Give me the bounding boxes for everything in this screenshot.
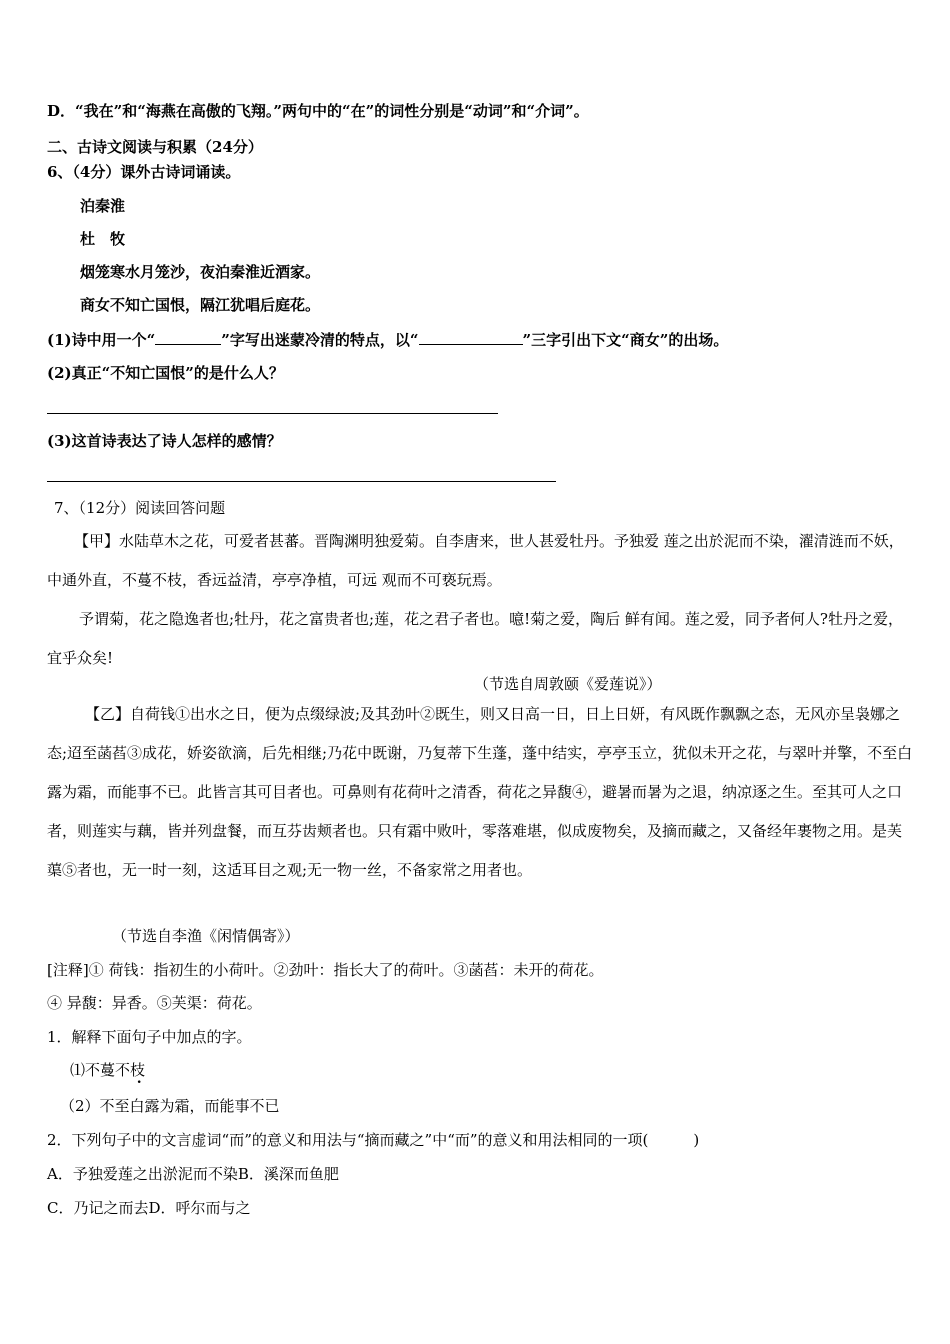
- sub-question-2: 2．下列句子中的文言虚词“而”的意义和用法与“摘而藏之”中“而”的意义和用法相同的一项( ): [47, 1131, 700, 1149]
- answer-line[interactable]: [47, 413, 498, 414]
- answer-blank[interactable]: [419, 329, 523, 345]
- annotation: [注释]① 荷钱：指初生的小荷叶。②劲叶：指长大了的荷叶。③菡萏：未开的荷花。: [47, 961, 604, 979]
- sub-question-1: 1．解释下面句子中加点的字。: [47, 1028, 252, 1046]
- poem-line: 烟笼寒水月笼沙，夜泊秦淮近酒家。: [80, 263, 321, 281]
- sub-question-1-1: [70, 1060, 145, 1080]
- passage-yi-source: （节选自李渔《闲情偶寄》）: [112, 927, 300, 945]
- option-d: D．“我在”和“海燕在高傲的飞翔。”两句中的“在”的词性分别是“动词”和“介词”。: [47, 102, 589, 120]
- question-6-1: [47, 329, 728, 350]
- poem-author: 杜 牧: [80, 230, 126, 248]
- poem-line: 商女不知亡国恨，隔江犹唱后庭花。: [80, 296, 321, 314]
- answer-options: C．乃记之而去D．呼尔而与之: [47, 1199, 251, 1217]
- question-text: (1)诗中用一个“: [47, 331, 156, 349]
- answer-line[interactable]: [47, 481, 556, 482]
- question-6-3: (3)这首诗表达了诗人怎样的感情？: [47, 432, 282, 450]
- question-7-heading: 7、（12分）阅读回答问题: [54, 499, 226, 517]
- sub-question-1-2: （2）不至白露为霜，而能事不已: [60, 1097, 280, 1115]
- passage-yi-paragraph: 【乙】自荷钱①出水之日，便为点缀绿波;及其劲叶②既生，则又日高一日，日上日妍，有风既作飘飘之态，无风亦呈袅娜之态;迢至菡萏③成花，娇姿欲滴，后先相继;乃花中既谢，乃复蒂下生蓬，蓬中结实，亭亭玉立，犹似未开之花，与翠叶并擎，不至白露为霜，而能事不已。此皆言其可目者也。可鼻则有花荷叶之清香，荷花之异馥④，避暑而暑为之退，纳凉逐之生。至其可人之口者，则莲实与藕，皆并列盘餐，而互芬齿颊者也。只有霜中败叶，零落难堪，似成废物矣，及摘而藏之，又备经年裹物之用。是芙蕖⑤者也，无一时一刻，这适耳目之观;无一物一丝，不备家常之用者也。: [47, 705, 913, 879]
- annotation: ④ 异馥：异香。⑤芙渠：荷花。: [47, 994, 262, 1012]
- passage-jia-source: （节选自周敦颐《爱莲说》）: [474, 675, 662, 693]
- passage-jia-paragraph: 予谓菊，花之隐逸者也;牡丹，花之富贵者也;莲，花之君子者也。噫!菊之爱，陶后 鲜有闻。莲之爱，同予者何人?牡丹之爱，宜乎众矣!: [47, 610, 903, 667]
- poem-title: 泊秦淮: [80, 197, 126, 215]
- question-6-heading: 6、（4分）课外古诗词诵读。: [47, 163, 241, 181]
- question-text: ”字写出迷蒙冷清的特点，以“: [221, 331, 419, 349]
- answer-blank[interactable]: [155, 329, 221, 345]
- passage-jia-paragraph: 【甲】水陆草木之花，可爱者甚蕃。晋陶渊明独爱菊。自李唐来，世人甚爱牡丹。予独爱 莲之出於泥而不染，濯清涟而不妖，中通外直，不蔓不枝，香远益清，亭亭净植，可远 观而不可亵玩焉。: [47, 532, 904, 589]
- question-text: ⑴不蔓不: [70, 1061, 131, 1079]
- section-heading: 二、古诗文阅读与积累（24分）: [47, 138, 263, 156]
- dotted-character: 枝: [130, 1061, 146, 1079]
- question-6-2: (2)真正“不知亡国恨”的是什么人？: [47, 364, 284, 382]
- answer-options: A．予独爱莲之出淤泥而不染B．溪深而鱼肥: [47, 1165, 339, 1183]
- question-text: ”三字引出下文“商女”的出场。: [522, 331, 729, 349]
